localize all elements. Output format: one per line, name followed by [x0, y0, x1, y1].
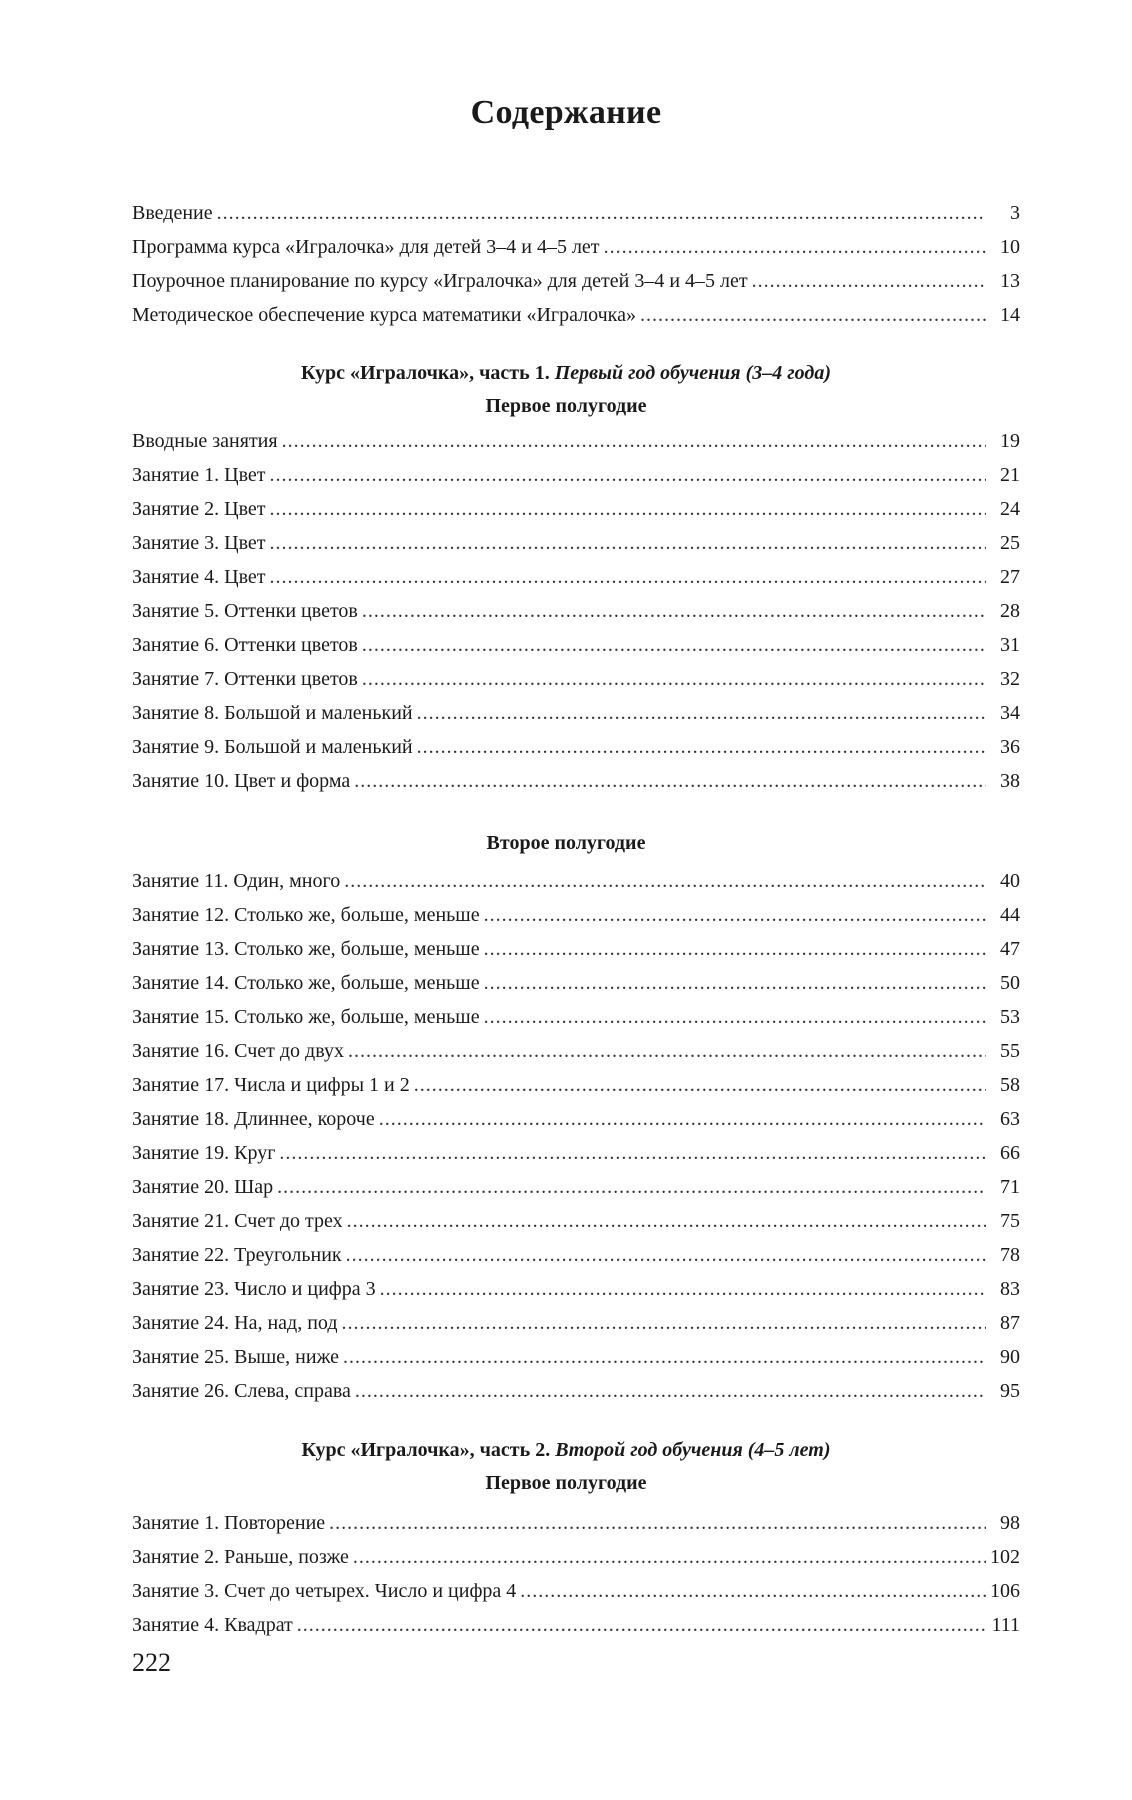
toc-entry[interactable] — [132, 1308, 1020, 1338]
toc-entry-page: 83 — [1000, 1278, 1020, 1300]
part-1-heading-regular: Курс «Игралочка», часть 1. — [301, 362, 550, 384]
toc-entry[interactable] — [132, 968, 1020, 998]
toc-entry-label: Занятие 12. Столько же, больше, меньше — [132, 904, 480, 926]
toc-entry-page: 25 — [1000, 532, 1020, 554]
toc-entry-page: 71 — [1000, 1176, 1020, 1198]
dot-leader — [282, 426, 986, 456]
toc-entry-page: 90 — [1000, 1346, 1020, 1368]
toc-entry-label: Занятие 3. Счет до четырех. Число и цифра 4 — [132, 1580, 517, 1602]
dot-leader — [270, 528, 986, 558]
part-1-half-2-heading: Второе полугодие — [486, 832, 646, 854]
toc-entry[interactable] — [132, 1508, 1020, 1538]
dot-leader — [344, 866, 986, 896]
toc-entry-label: Занятие 9. Большой и маленький — [132, 736, 413, 758]
toc-entry-page: 111 — [991, 1614, 1020, 1636]
dot-leader — [604, 232, 986, 262]
toc-entry-page: 66 — [1000, 1142, 1020, 1164]
dot-leader — [417, 698, 986, 728]
toc-entry-label: Занятие 4. Квадрат — [132, 1614, 293, 1636]
toc-entry-page: 19 — [1000, 430, 1020, 452]
toc-entry-page: 40 — [1000, 870, 1020, 892]
toc-entry[interactable] — [132, 1610, 1020, 1640]
toc-entry-page: 31 — [1000, 634, 1020, 656]
toc-entry-label: Занятие 13. Столько же, больше, меньше — [132, 938, 480, 960]
dot-leader — [362, 630, 986, 660]
dot-leader — [520, 1576, 986, 1606]
toc-entry[interactable] — [132, 1104, 1020, 1134]
toc-entry[interactable] — [132, 460, 1020, 490]
toc-entry[interactable] — [132, 1070, 1020, 1100]
toc-entry[interactable] — [132, 596, 1020, 626]
toc-entry-page: 36 — [1000, 736, 1020, 758]
dot-leader — [217, 198, 986, 228]
part-1-half-1-heading: Первое полугодие — [485, 395, 647, 417]
part-1-heading-italic: Первый год обучения (3–4 года) — [554, 362, 831, 384]
toc-entry[interactable] — [132, 300, 1020, 330]
toc-entry-page: 10 — [1000, 236, 1020, 258]
toc-entry[interactable] — [132, 1206, 1020, 1236]
toc-entry-label: Занятие 22. Треугольник — [132, 1244, 342, 1266]
toc-entry[interactable] — [132, 934, 1020, 964]
toc-entry-page: 3 — [1010, 202, 1020, 224]
part-2-half-1-heading: Первое полугодие — [485, 1472, 647, 1494]
part-2-heading — [0, 1435, 1132, 1465]
toc-entry-label: Программа курса «Игралочка» для детей 3–4 и 4–5 лет — [132, 236, 600, 258]
toc-entry-label: Занятие 11. Один, много — [132, 870, 341, 892]
dot-leader — [362, 596, 986, 626]
dot-leader — [270, 494, 986, 524]
toc-entry-page: 14 — [1000, 304, 1020, 326]
toc-entry-page: 44 — [1000, 904, 1020, 926]
toc-entry-label: Занятие 18. Длиннее, короче — [132, 1108, 375, 1130]
toc-entry[interactable] — [132, 664, 1020, 694]
toc-entry-label: Занятие 20. Шар — [132, 1176, 274, 1198]
dot-leader — [484, 934, 986, 964]
dot-leader — [343, 1342, 986, 1372]
page-title: Содержание — [470, 94, 662, 131]
toc-entry-page: 32 — [1000, 668, 1020, 690]
toc-entry-label: Вводные занятия — [132, 430, 278, 452]
dot-leader — [347, 1206, 986, 1236]
toc-entry[interactable] — [132, 1576, 1020, 1606]
toc-entry-page: 102 — [990, 1546, 1020, 1568]
dot-leader — [279, 1138, 986, 1168]
toc-entry-page: 21 — [1000, 464, 1020, 486]
toc-entry[interactable] — [132, 562, 1020, 592]
toc-entry-label: Занятие 2. Раньше, позже — [132, 1546, 349, 1568]
toc-entry-page: 87 — [1000, 1312, 1020, 1334]
toc-entry-label: Занятие 25. Выше, ниже — [132, 1346, 340, 1368]
toc-entry[interactable] — [132, 198, 1020, 228]
toc-entry-page: 78 — [1000, 1244, 1020, 1266]
toc-entry-label: Введение — [132, 202, 213, 224]
dot-leader — [484, 900, 986, 930]
toc-entry-page: 55 — [1000, 1040, 1020, 1062]
toc-entry-page: 34 — [1000, 702, 1020, 724]
dot-leader — [277, 1172, 986, 1202]
toc-entry[interactable] — [132, 1240, 1020, 1270]
part-1-heading — [0, 358, 1132, 388]
dot-leader — [484, 1002, 986, 1032]
toc-entry-label: Занятие 3. Цвет — [132, 532, 266, 554]
dot-leader — [354, 766, 986, 796]
toc-entry[interactable] — [132, 1274, 1020, 1304]
toc-entry-label: Занятие 6. Оттенки цветов — [132, 634, 358, 656]
dot-leader — [348, 1036, 986, 1066]
page-number: 222 — [132, 1648, 171, 1677]
dot-leader — [353, 1542, 986, 1572]
toc-entry-label: Занятие 19. Круг — [132, 1142, 276, 1164]
toc-entry[interactable] — [132, 232, 1020, 262]
dot-leader — [414, 1070, 986, 1100]
toc-entry-page: 24 — [1000, 498, 1020, 520]
toc-entry-label: Занятие 26. Слева, справа — [132, 1380, 351, 1402]
toc-entry[interactable] — [132, 426, 1020, 456]
toc-entry-label: Занятие 2. Цвет — [132, 498, 266, 520]
toc-entry[interactable] — [132, 1138, 1020, 1168]
toc-entry-page: 27 — [1000, 566, 1020, 588]
toc-entry-page: 38 — [1000, 770, 1020, 792]
toc-entry[interactable] — [132, 1376, 1020, 1406]
dot-leader — [484, 968, 986, 998]
toc-entry[interactable] — [132, 866, 1020, 896]
toc-entry-label: Занятие 4. Цвет — [132, 566, 266, 588]
part-2-heading-italic: Второй год обучения (4–5 лет) — [555, 1439, 831, 1461]
toc-entry-label: Занятие 16. Счет до двух — [132, 1040, 344, 1062]
toc-entry[interactable] — [132, 1342, 1020, 1372]
toc-entry-page: 13 — [1000, 270, 1020, 292]
toc-entry-page: 95 — [1000, 1380, 1020, 1402]
toc-entry-label: Занятие 14. Столько же, больше, меньше — [132, 972, 480, 994]
toc-entry-label: Поурочное планирование по курсу «Игралочка» для детей 3–4 и 4–5 лет — [132, 270, 748, 292]
dot-leader — [270, 460, 986, 490]
toc-entry-label: Занятие 10. Цвет и форма — [132, 770, 351, 792]
dot-leader — [342, 1308, 987, 1338]
toc-entry-page: 75 — [1000, 1210, 1020, 1232]
dot-leader — [346, 1240, 986, 1270]
toc-entry[interactable] — [132, 528, 1020, 558]
dot-leader — [640, 300, 986, 330]
dot-leader — [752, 266, 986, 296]
toc-entry[interactable] — [132, 494, 1020, 524]
toc-entry[interactable] — [132, 630, 1020, 660]
dot-leader — [355, 1376, 986, 1406]
toc-entry-label: Занятие 8. Большой и маленький — [132, 702, 413, 724]
dot-leader — [380, 1274, 986, 1304]
toc-entry-page: 58 — [1000, 1074, 1020, 1096]
toc-entry-label: Методическое обеспечение курса математики «Игралочка» — [132, 304, 636, 326]
dot-leader — [329, 1508, 986, 1538]
toc-entry-page: 106 — [990, 1580, 1020, 1602]
toc-entry-page: 28 — [1000, 600, 1020, 622]
toc-entry[interactable] — [132, 1002, 1020, 1032]
toc-entry-page: 50 — [1000, 972, 1020, 994]
toc-entry-label: Занятие 1. Цвет — [132, 464, 266, 486]
toc-entry[interactable] — [132, 698, 1020, 728]
toc-entry[interactable] — [132, 1542, 1020, 1572]
dot-leader — [297, 1610, 986, 1640]
dot-leader — [379, 1104, 986, 1134]
toc-entry-label: Занятие 7. Оттенки цветов — [132, 668, 358, 690]
toc-entry-label: Занятие 24. На, над, под — [132, 1312, 338, 1334]
dot-leader — [417, 732, 986, 762]
toc-entry-label: Занятие 21. Счет до трех — [132, 1210, 343, 1232]
toc-entry[interactable] — [132, 900, 1020, 930]
toc-entry[interactable] — [132, 266, 1020, 296]
part-2-heading-regular: Курс «Игралочка», часть 2. — [301, 1439, 551, 1461]
toc-entry-page: 47 — [1000, 938, 1020, 960]
toc-entry[interactable] — [132, 766, 1020, 796]
toc-entry-page: 53 — [1000, 1006, 1020, 1028]
toc-entry[interactable] — [132, 1036, 1020, 1066]
toc-entry-page: 98 — [1000, 1512, 1020, 1534]
toc-entry-label: Занятие 1. Повторение — [132, 1512, 326, 1534]
toc-entry[interactable] — [132, 732, 1020, 762]
dot-leader — [270, 562, 986, 592]
toc-entry[interactable] — [132, 1172, 1020, 1202]
toc-entry-page: 63 — [1000, 1108, 1020, 1130]
toc-entry-label: Занятие 17. Числа и цифры 1 и 2 — [132, 1074, 410, 1096]
toc-entry-label: Занятие 15. Столько же, больше, меньше — [132, 1006, 480, 1028]
toc-entry-label: Занятие 5. Оттенки цветов — [132, 600, 358, 622]
dot-leader — [362, 664, 986, 694]
toc-entry-label: Занятие 23. Число и цифра 3 — [132, 1278, 376, 1300]
